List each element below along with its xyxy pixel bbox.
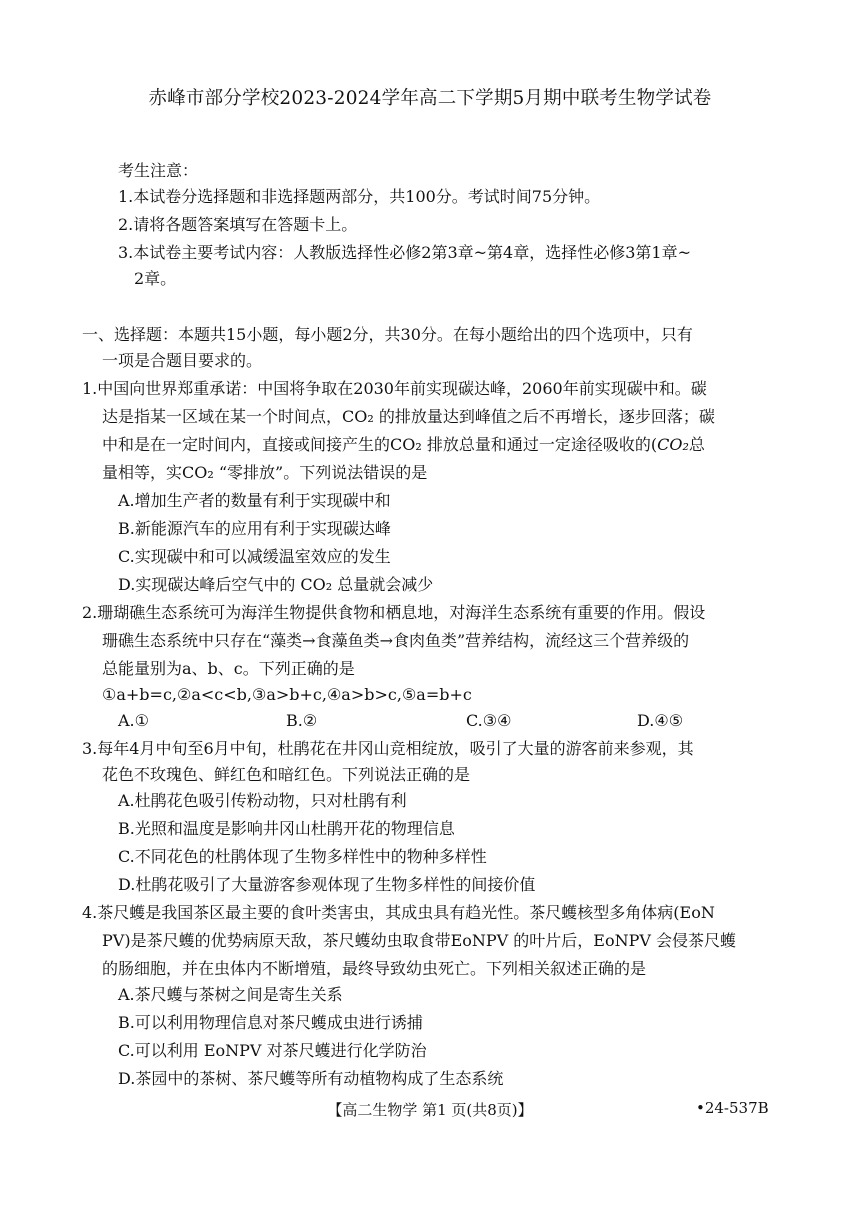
- notice-item-3: 3.本试卷主要考试内容：人教版选择性必修2第3章~第4章，选择性必修3第1章~: [118, 243, 691, 262]
- notice-item-3-continued: 2章。: [134, 269, 177, 288]
- q2-line-3: 总能量别为a、b、c。下列正确的是: [102, 659, 355, 678]
- q3-line-1: 3.每年4月中旬至6月中旬，杜鹃花在井冈山竞相绽放，吸引了大量的游客前来参观，其: [82, 739, 694, 758]
- q4-option-b: B.可以利用物理信息对茶尺蠖成虫进行诱捕: [118, 1013, 423, 1032]
- q1-line-1: 1.中国向世界郑重承诺：中国将争取在2030年前实现碳达峰，2060年前实现碳中和。碳: [82, 379, 707, 398]
- q4-line-1: 4.茶尺蠖是我国茶区最主要的食叶类害虫，其成虫具有趋光性。茶尺蠖核型多角体病(EoN: [82, 903, 715, 922]
- q2-line-4: ①a+b=c,②a<c<b,③a>b+c,④a>b>c,⑤a=b+c: [102, 685, 472, 704]
- q1-option-a: A.增加生产者的数量有利于实现碳中和: [118, 491, 391, 510]
- section-heading-continued: 一项是合题目要求的。: [102, 351, 263, 370]
- q1-line-3-text: 中和是在一定时间内，直接或间接产生的CO₂ 排放总量和通过一定途径吸收的(: [102, 435, 658, 454]
- q1-line-3-italic: CO₂: [657, 435, 689, 454]
- q3-option-b: B.光照和温度是影响井冈山杜鹃开花的物理信息: [118, 819, 455, 838]
- q3-option-a: A.杜鹃花色吸引传粉动物，只对杜鹃有利: [118, 791, 407, 810]
- q2-option-d: D.④⑤: [637, 711, 684, 730]
- exam-title: 赤峰市部分学校2023-2024学年高二下学期5月期中联考生物学试卷: [148, 88, 712, 109]
- q4-line-3: 的肠细胞，并在虫体内不断增殖，最终导致幼虫死亡。下列相关叙述正确的是: [102, 959, 647, 978]
- q1-line-3-end: 总: [688, 435, 705, 454]
- q4-option-d: D.茶园中的茶树、茶尺蠖等所有动植物构成了生态系统: [118, 1069, 504, 1088]
- q2-line-2: 珊礁生态系统中只存在“藻类→食藻鱼类→食肉鱼类”营养结构，流经这三个营养级的: [102, 631, 690, 650]
- q2-option-b: B.②: [286, 711, 318, 730]
- notice-item-1: 1.本试卷分选择题和非选择题两部分，共100分。考试时间75分钟。: [118, 187, 601, 206]
- q2-line-1: 2.珊瑚礁生态系统可为海洋生物提供食物和栖息地，对海洋生态系统有重要的作用。假设: [82, 603, 706, 622]
- q1-option-c: C.实现碳中和可以减缓温室效应的发生: [118, 547, 391, 566]
- q4-line-2: PV)是茶尺蠖的优势病原天敌，茶尺蠖幼虫取食带EoNPV 的叶片后，EoNPV 会侵茶尺蠖: [102, 931, 737, 950]
- q1-line-3: [102, 434, 705, 456]
- q3-option-d: D.杜鹃花吸引了大量游客参观体现了生物多样性的间接价值: [118, 875, 536, 894]
- q1-option-d: D.实现碳达峰后空气中的 CO₂ 总量就会减少: [118, 575, 434, 594]
- q1-line-4: 量相等，实CO₂ “零排放”。下列说法错误的是: [102, 463, 428, 482]
- q1-option-b: B.新能源汽车的应用有利于实现碳达峰: [118, 519, 391, 538]
- q1-line-2: 达是指某一区域在某一个时间点，CO₂ 的排放量达到峰值之后不再增长，逐步回落；碳: [102, 407, 715, 426]
- exam-code: •24-537B: [696, 1099, 769, 1117]
- page-number: 【高二生物学 第1 页(共8页)】: [327, 1101, 533, 1119]
- q3-line-2: 花色不玫瑰色、鲜红色和暗红色。下列说法正确的是: [102, 765, 471, 784]
- notice-item-2: 2.请将各题答案填写在答题卡上。: [118, 215, 358, 234]
- notice-heading: 考生注意：: [118, 161, 199, 180]
- q4-option-c: C.可以利用 EoNPV 对茶尺蠖进行化学防治: [118, 1041, 427, 1060]
- q3-option-c: C.不同花色的杜鹃体现了生物多样性中的物种多样性: [118, 847, 487, 866]
- q2-option-a: A.①: [118, 711, 149, 730]
- section-heading: 一、选择题：本题共15小题，每小题2分，共30分。在每小题给出的四个选项中，只有: [82, 325, 693, 344]
- q2-option-c: C.③④: [466, 711, 512, 730]
- q4-option-a: A.茶尺蠖与茶树之间是寄生关系: [118, 985, 343, 1004]
